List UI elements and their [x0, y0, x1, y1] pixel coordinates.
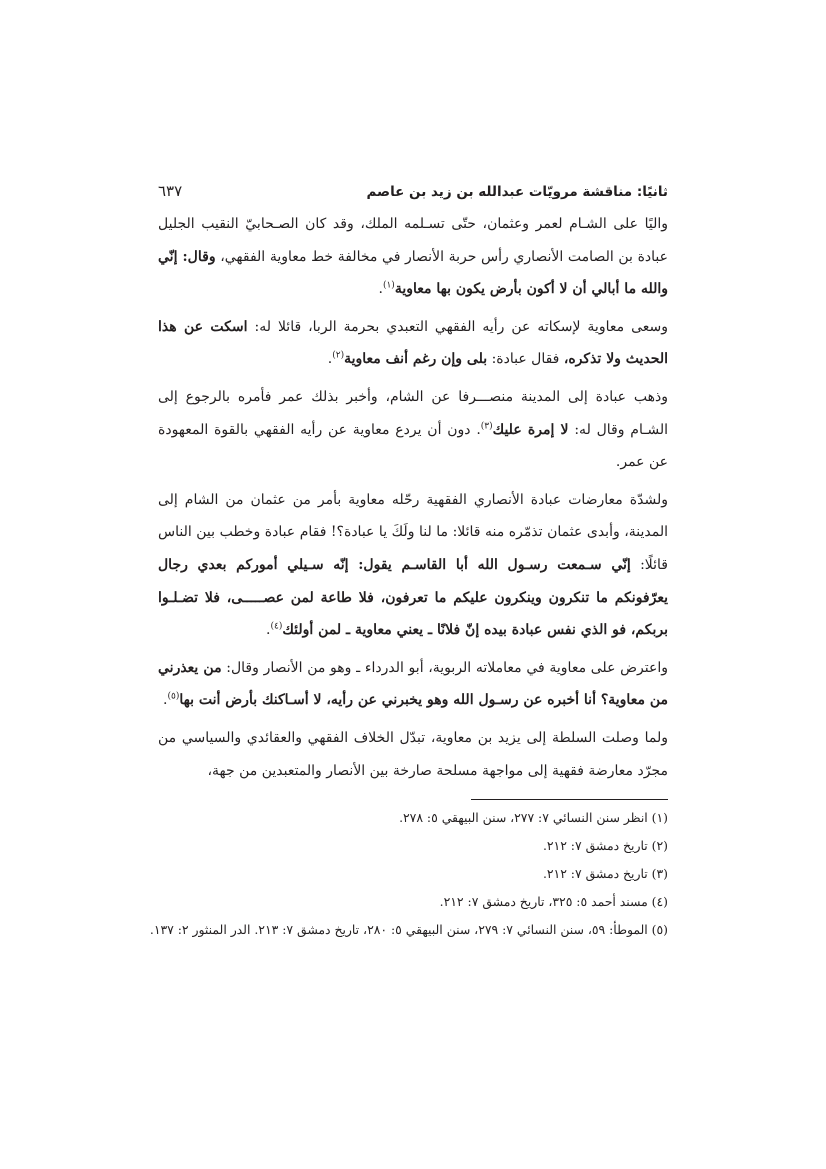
footnotes — [149, 804, 668, 944]
footnote-4: (٤) مسند أحمد ٥: ٣٢٥، تاريخ دمشق ٧: ٢١٢. — [439, 894, 668, 910]
paragraph-2 — [158, 311, 668, 376]
text-run: . — [163, 692, 168, 709]
text-run: ولما وصلت السلطة إلى يزيد بن معاوية، تبدّل الخلاف الفقهي والعقائدي والسياسي من مجرّد معارضة فقهية إلى مواجهة مسلحة صارخة بين الأنصار والمتعبدين من جهة، — [158, 729, 668, 779]
text-run: . — [266, 622, 271, 639]
text-run: فقال عبادة: — [487, 351, 564, 368]
text-run: . — [378, 281, 383, 298]
running-header — [158, 182, 668, 206]
footnote-ref: (٢) — [332, 350, 345, 361]
text-run: ولشدّة معارضات عبادة الأنصاري الفقهية رحّله معاوية بأمر من عثمان من الشام إلى المدينة، وأبدى عثمان تذمّره منه قائلا: ما لنا ولَكَ يا عبادة؟! فقام عبادة وخطب بين الناس قائلًا: — [158, 491, 668, 573]
paragraph-5 — [158, 652, 668, 717]
footnote-ref: (٣) — [480, 420, 493, 431]
book-page — [149, 182, 668, 944]
footnote-divider — [471, 799, 668, 800]
footnote-1: (١) انظر سنن النسائي ٧: ٢٧٧، سنن البيهقي ٥: ٢٧٨. — [399, 810, 668, 826]
quoted-text: اسكت عن هذا الحديث ولا تذكره، — [158, 318, 668, 368]
quoted-text: لا إمرة عليك — [492, 421, 569, 438]
text-run: وذهب عبادة إلى المدينة منصـــرفا عن الشام، وأخبر بذلك عمر فأمره بالرجوع إلى الشـام وقال له: — [158, 388, 668, 438]
quoted-text: إنّي سـمعت رسـول الله أبا القاسـم يقول: إنّه سـيلي أموركم بعدي رجال يعرّفونكم ما تنكرون وينكرون عليكم ما تعرفون، فلا طاعة لمن عصـــــى، فلا تضـلـوا بربكم، فو الذي نفس عبادة بيده إنّ فلانًا ـ يعني معاوية ـ لمن أولئك — [158, 556, 668, 639]
footnote-ref: (١) — [382, 280, 395, 291]
text-run: واليًا على الشـام لعمر وعثمان، حتّى تسـلمه الملك، وقد كان الصـحابيّ النقيب الجليل عبادة بن الصامت الأنصاري رأس حربة الأنصار في مخالفة خط معاوية الفقهي، — [158, 216, 668, 265]
text-run: واعترض على معاوية في معاملاته الربوية، أبو الدرداء ـ وهو من الأنصار وقال: — [221, 659, 668, 676]
paragraph-3 — [158, 381, 668, 479]
quoted-text: بلى وإن رغم أنف معاوية — [344, 351, 488, 368]
footnote-ref: (٥) — [167, 691, 180, 702]
paragraph-6 — [158, 722, 668, 787]
footnote-2: (٢) تاريخ دمشق ٧: ٢١٢. — [542, 838, 668, 854]
page-number: ٦٣٧ — [158, 182, 183, 200]
paragraph-4 — [158, 484, 668, 647]
text-run: . — [327, 351, 333, 368]
footnote-5: (٥) الموطأ: ٥٩، سنن النسائي ٧: ٢٧٩، سنن البيهقي ٥: ٢٨٠، تاريخ دمشق ٧: ٢١٣. الدر المنثور ٢: ١٣٧. — [149, 922, 668, 938]
paragraph-1 — [158, 208, 668, 306]
running-header-title: ثانيًا: مناقشة مرويّات عبدالله بن زيد بن عاصم — [366, 184, 668, 200]
text-run: وسعى معاوية لإسكاته عن رأيه الفقهي التعبدي بحرمة الربا، قائلا له: — [247, 318, 668, 335]
body-text — [158, 208, 668, 787]
quoted-text: من يعذرني من معاوية؟ أنا أخبره عن رسـول الله وهو يخبرني عن رأيه، لا أسـاكنك بأرض أنت بها — [158, 659, 668, 709]
footnote-ref: (٤) — [270, 621, 283, 632]
quoted-text: وقال: إنّي والله ما أبالي أن لا أكون بأرض يكون بها معاوية — [158, 248, 668, 298]
text-run: . دون أن يردع معاوية عن رأيه الفقهي بالقوة المعهودة عن عمر. — [158, 421, 668, 471]
footnote-3: (٣) تاريخ دمشق ٧: ٢١٢. — [542, 866, 668, 882]
